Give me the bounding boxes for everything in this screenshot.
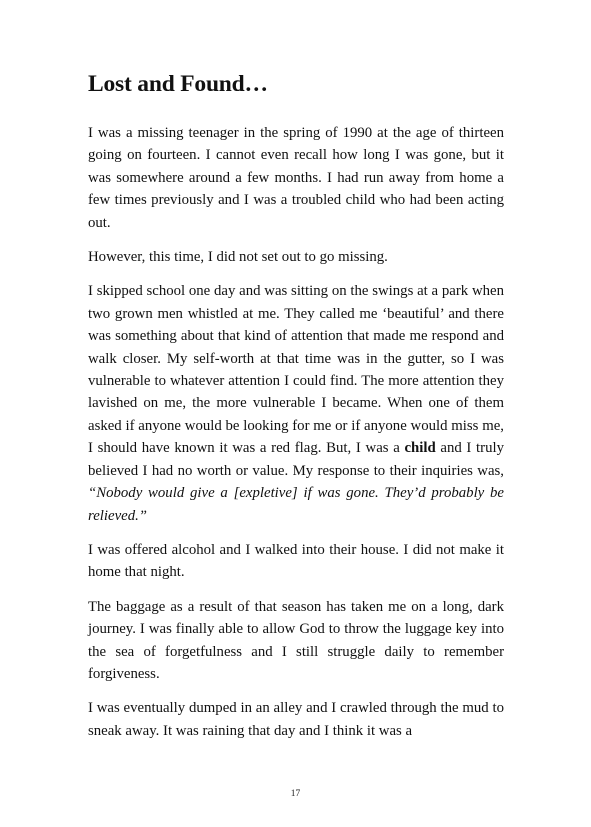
paragraph-2: However, this time, I did not set out to go missing. xyxy=(88,249,388,266)
paragraph-3 xyxy=(88,280,504,526)
paragraph-3-text-start: I skipped school one day and was sitting on the swings at a park when two grown men whistled at me. They called me ‘beautiful’ and there was something about that kind of attention that made me respond and walk closer. My self-worth at that time was in the gutter, so I was vulnerable to whatever attention I could find. The more attention they lavished on me, the more vulnerable I became. When one of them asked if anyone would be looking for me or if anyone would miss me, I should have known it was a red flag. But, I was a xyxy=(88,283,504,457)
italic-quote: “Nobody would give a [expletive] if was gone. They’d probably be relieved.” xyxy=(88,485,504,524)
paragraph-6: I was eventually dumped in an alley and I crawled through the mud to sneak away. It was raining that day and I think it was a xyxy=(88,700,504,739)
emphasis-child: child xyxy=(404,440,436,457)
paragraph-5: The baggage as a result of that season has taken me on a long, dark journey. I was finally able to allow God to throw the luggage key into the sea of forgetfulness and I still struggle daily to remember forgiveness. xyxy=(88,598,504,682)
paragraph-3-text-middle: and I truly believed I had no worth or value. My response to their inquiries was, xyxy=(88,440,504,479)
chapter-body xyxy=(88,122,504,754)
chapter-title: Lost and Found… xyxy=(88,71,268,97)
page-number: 17 xyxy=(290,789,301,799)
paragraph-4: I was offered alcohol and I walked into their house. I did not make it home that night. xyxy=(88,541,504,581)
paragraph-1: I was a missing teenager in the spring of 1990 at the age of thirteen going on fourteen. I cannot even recall how long I was gone, but it was somewhere around a few months. I had run away from home a few times previously and I was a troubled child who had been acting out. xyxy=(88,125,504,231)
